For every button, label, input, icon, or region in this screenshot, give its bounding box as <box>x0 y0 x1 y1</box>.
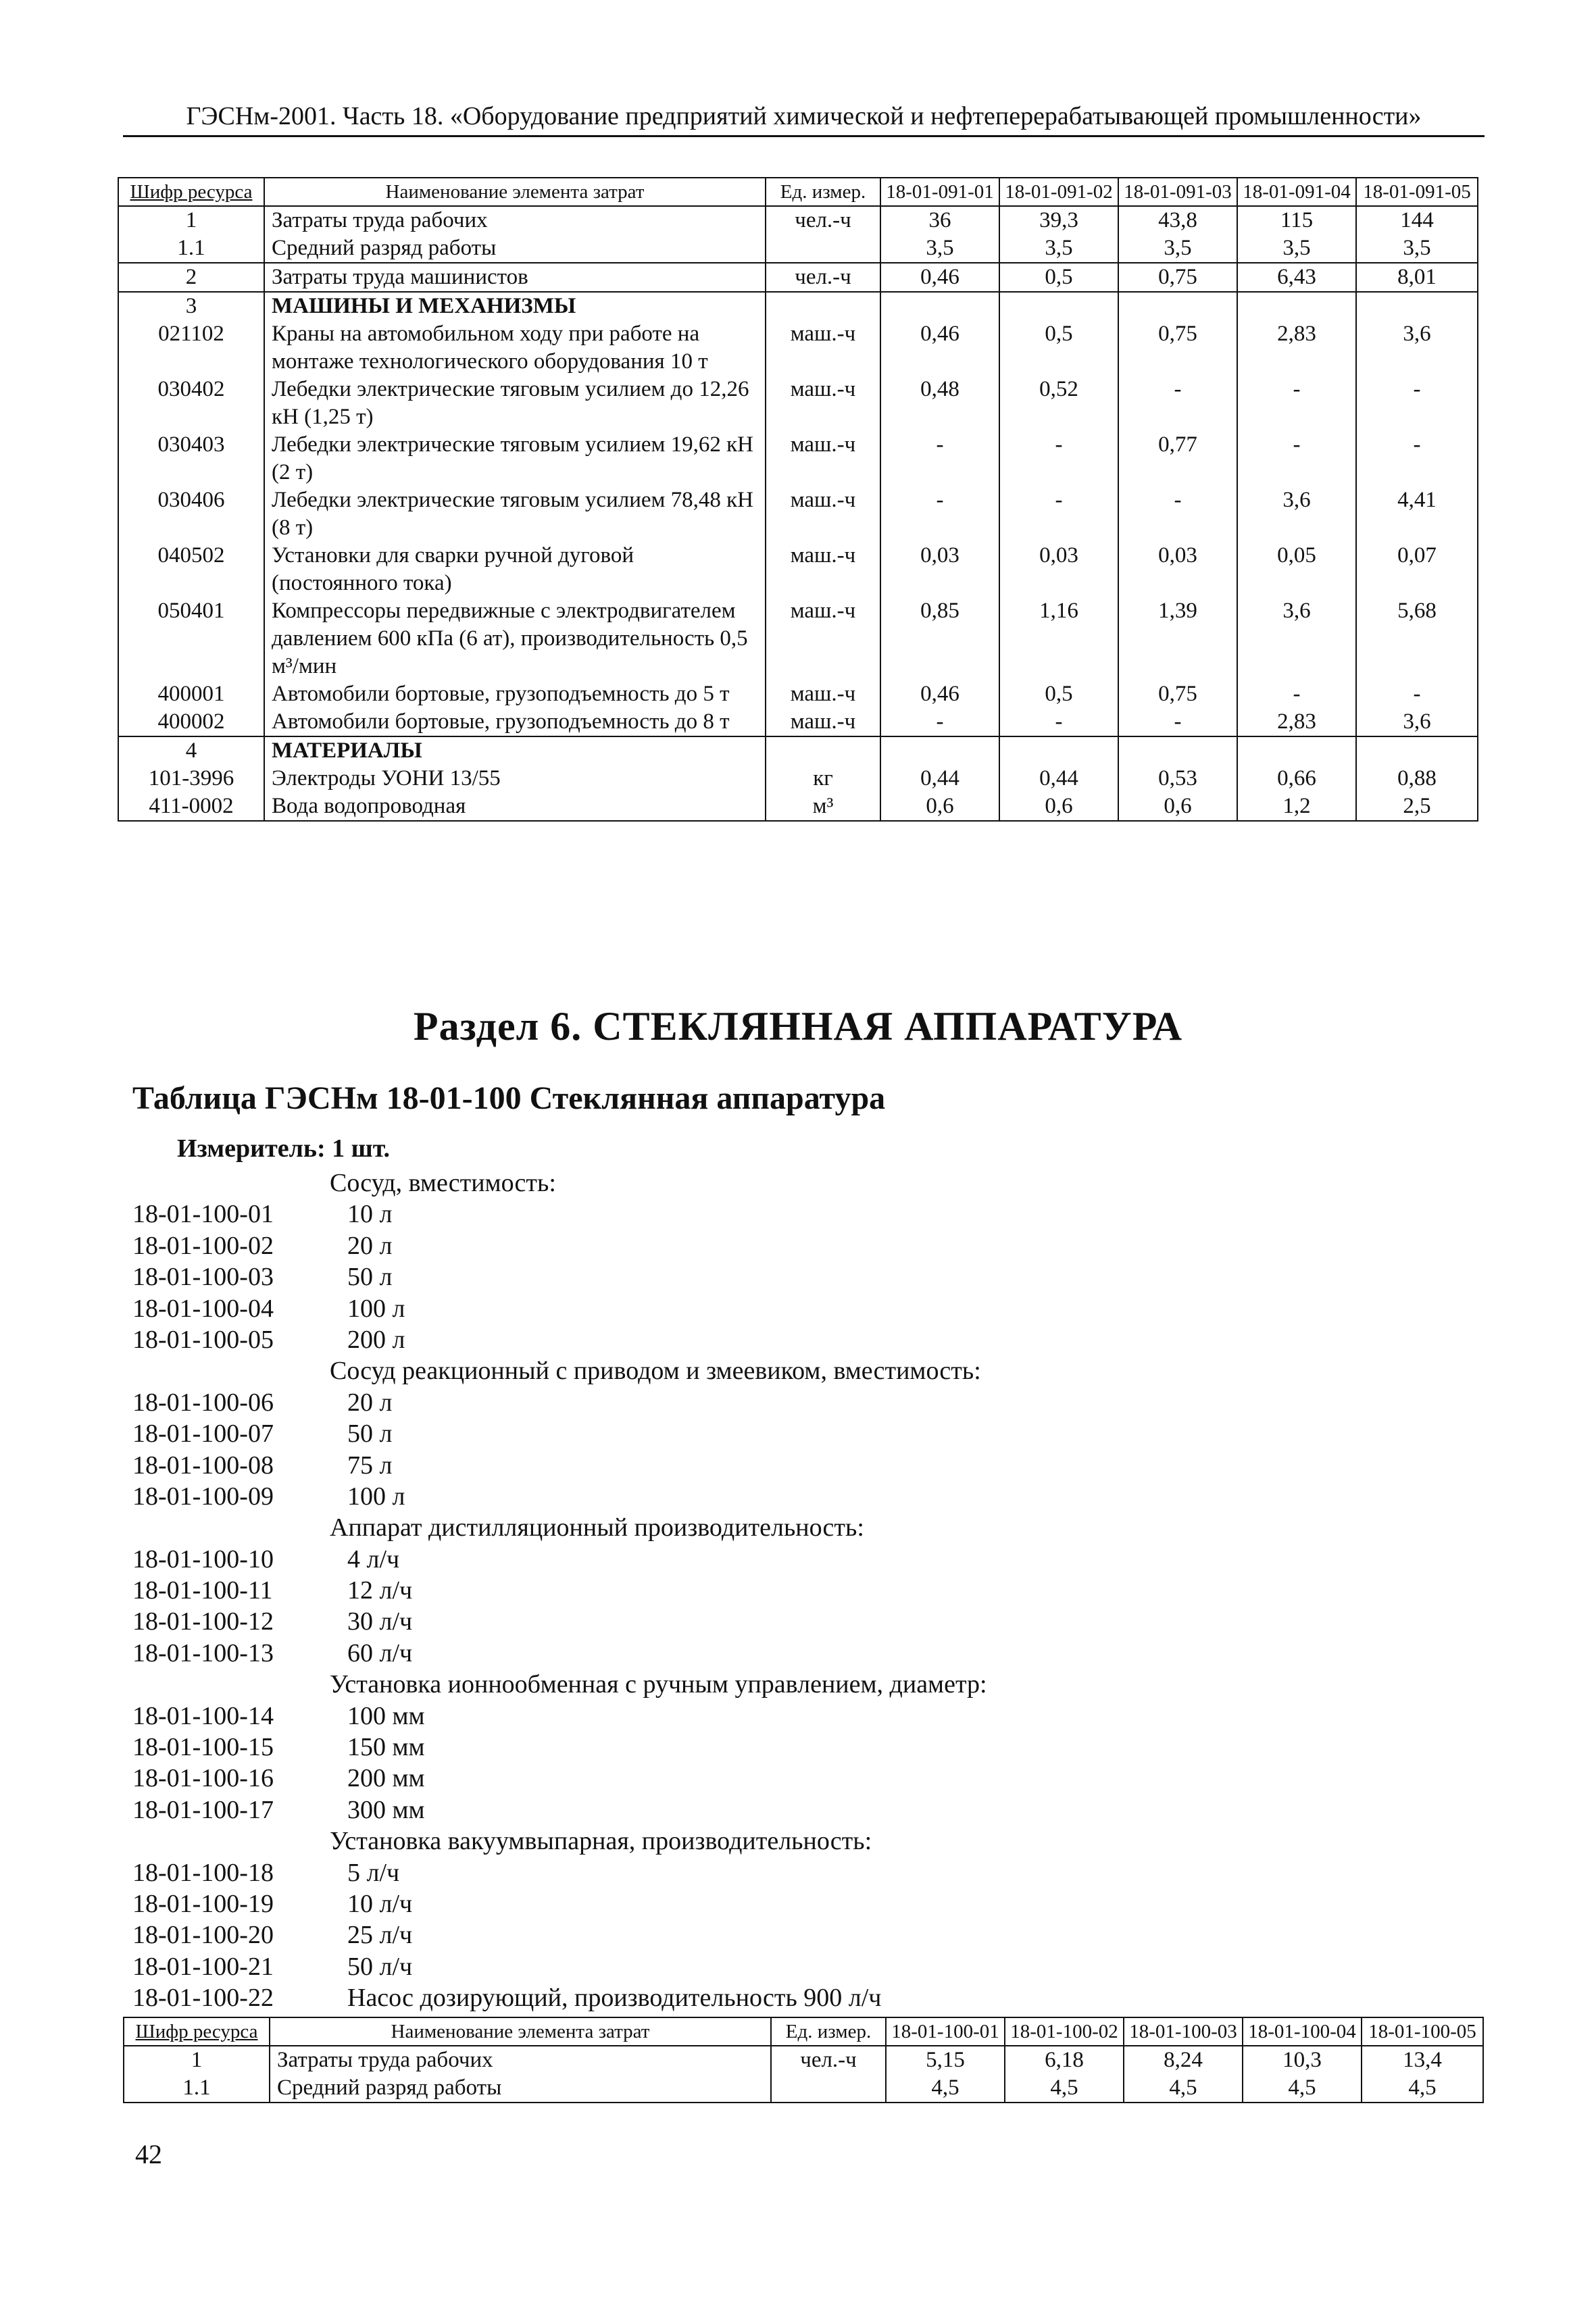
header-col: 18-01-100-03 <box>1124 2017 1243 2046</box>
norm-value: 100 л <box>347 1294 405 1323</box>
value-cell: 6,43 <box>1237 263 1356 292</box>
resource-code-cell: 021102 <box>118 320 264 376</box>
value-cell: 4,5 <box>1124 2074 1243 2103</box>
table-title: Таблица ГЭСНм 18-01-100 Стеклянная аппаратура <box>132 1080 886 1116</box>
table-row <box>118 376 1478 431</box>
unit-cell: чел.-ч <box>771 2046 886 2074</box>
norm-code: 18-01-100-07 <box>132 1419 274 1449</box>
norm-code: 18-01-100-16 <box>132 1764 274 1793</box>
value-cell: 4,5 <box>1005 2074 1124 2103</box>
norm-value: Насос дозирующий, производительность 900 л/ч <box>347 1984 882 2013</box>
resource-name-cell: Автомобили бортовые, грузоподъемность до 5 т <box>264 680 766 708</box>
value-cell: 3,5 <box>999 234 1118 263</box>
value-cell: 1,2 <box>1237 793 1356 821</box>
norm-code: 18-01-100-08 <box>132 1451 274 1480</box>
value-cell: 0,77 <box>1118 431 1237 486</box>
header-col: 18-01-091-05 <box>1356 178 1478 206</box>
resource-name-cell: Краны на автомобильном ходу при работе на монтаже технологического оборудования 10 т <box>264 320 766 376</box>
value-cell <box>1356 292 1478 320</box>
page-number: 42 <box>135 2139 162 2169</box>
norm-code: 18-01-100-20 <box>132 1921 274 1950</box>
table-row <box>118 263 1478 292</box>
value-cell: - <box>1118 486 1237 542</box>
value-cell: - <box>880 708 999 736</box>
header-code: Шифр ресурса <box>124 2017 270 2046</box>
value-cell: 0,44 <box>880 765 999 793</box>
value-cell: 2,83 <box>1237 320 1356 376</box>
norm-code: 18-01-100-04 <box>132 1294 274 1323</box>
norm-value: 300 мм <box>347 1795 425 1824</box>
table-row <box>118 680 1478 708</box>
value-cell: - <box>1356 376 1478 431</box>
value-cell: 0,6 <box>1118 793 1237 821</box>
header-col: 18-01-091-02 <box>999 178 1118 206</box>
unit-cell: маш.-ч <box>766 486 880 542</box>
value-cell: 2,5 <box>1356 793 1478 821</box>
group-heading: Аппарат дистилляционный производительность: <box>330 1513 864 1542</box>
group-heading: Установка ионнообменная с ручным управлением, диаметр: <box>330 1670 987 1699</box>
value-cell: 0,6 <box>880 793 999 821</box>
value-cell: 4,5 <box>886 2074 1005 2103</box>
norm-value: 200 мм <box>347 1764 425 1793</box>
group-heading: Сосуд реакционный с приводом и змеевиком, вместимость: <box>330 1357 981 1386</box>
norm-code: 18-01-100-10 <box>132 1544 274 1574</box>
unit-cell: маш.-ч <box>766 708 880 736</box>
resource-code-cell: 040502 <box>118 542 264 597</box>
table-row <box>118 765 1478 793</box>
unit-cell: маш.-ч <box>766 376 880 431</box>
norm-value: 100 мм <box>347 1701 425 1730</box>
norm-code: 18-01-100-13 <box>132 1638 274 1667</box>
resource-name-cell: Средний разряд работы <box>270 2074 771 2103</box>
norm-code: 18-01-100-11 <box>132 1576 273 1605</box>
table-header-row <box>124 2017 1483 2046</box>
norm-code: 18-01-100-18 <box>132 1858 274 1887</box>
resource-code-cell: 2 <box>118 263 264 292</box>
value-cell: - <box>880 486 999 542</box>
header-col: 18-01-091-01 <box>880 178 999 206</box>
value-cell: 0,75 <box>1118 320 1237 376</box>
resource-code-cell: 1 <box>118 206 264 234</box>
norm-value: 25 л/ч <box>347 1921 413 1950</box>
table-row <box>118 320 1478 376</box>
resource-code-cell: 030402 <box>118 376 264 431</box>
value-cell: - <box>880 431 999 486</box>
value-cell: 0,07 <box>1356 542 1478 597</box>
table-body <box>124 2046 1483 2103</box>
norm-code: 18-01-100-14 <box>132 1701 274 1730</box>
value-cell: 0,75 <box>1118 680 1237 708</box>
value-cell: 3,6 <box>1356 708 1478 736</box>
value-cell: 4,5 <box>1362 2074 1483 2103</box>
value-cell: 43,8 <box>1118 206 1237 234</box>
header-unit: Ед. измер. <box>766 178 880 206</box>
value-cell: - <box>1237 431 1356 486</box>
table-row <box>118 708 1478 736</box>
header-col: 18-01-091-03 <box>1118 178 1237 206</box>
value-cell: 3,5 <box>880 234 999 263</box>
value-cell: 8,01 <box>1356 263 1478 292</box>
value-cell: 0,46 <box>880 320 999 376</box>
resource-name-cell: Средний разряд работы <box>264 234 766 263</box>
value-cell: 0,6 <box>999 793 1118 821</box>
value-cell <box>1237 292 1356 320</box>
norm-value: 30 л/ч <box>347 1607 413 1636</box>
group-heading: Сосуд, вместимость: <box>330 1169 556 1197</box>
value-cell: 0,46 <box>880 263 999 292</box>
page-header: ГЭСНм-2001. Часть 18. «Оборудование предприятий химической и нефтеперерабатывающей промышленности» <box>123 101 1485 137</box>
meter-label: Измеритель: 1 шт. <box>177 1134 391 1163</box>
norm-code: 18-01-100-15 <box>132 1733 274 1762</box>
value-cell: 0,46 <box>880 680 999 708</box>
resource-name-cell: Затраты труда рабочих <box>270 2046 771 2074</box>
unit-cell: маш.-ч <box>766 680 880 708</box>
value-cell: - <box>1118 376 1237 431</box>
norm-code: 18-01-100-17 <box>132 1795 274 1824</box>
resource-code-cell: 030406 <box>118 486 264 542</box>
value-cell: 0,5 <box>999 320 1118 376</box>
resource-name-cell: Автомобили бортовые, грузоподъемность до 8 т <box>264 708 766 736</box>
norm-value: 10 л <box>347 1200 393 1229</box>
value-cell: - <box>1356 431 1478 486</box>
table-row <box>118 234 1478 263</box>
resource-name-cell: Вода водопроводная <box>264 793 766 821</box>
value-cell: 3,6 <box>1356 320 1478 376</box>
value-cell <box>1118 292 1237 320</box>
norm-value: 10 л/ч <box>347 1889 413 1918</box>
value-cell: 0,48 <box>880 376 999 431</box>
value-cell <box>1237 736 1356 765</box>
resource-code-cell: 3 <box>118 292 264 320</box>
norm-value: 20 л <box>347 1231 393 1260</box>
value-cell: 39,3 <box>999 206 1118 234</box>
table-row <box>118 292 1478 320</box>
value-cell <box>1356 736 1478 765</box>
value-cell: 0,5 <box>999 263 1118 292</box>
unit-cell: м³ <box>766 793 880 821</box>
table-row <box>118 206 1478 234</box>
header-col: 18-01-091-04 <box>1237 178 1356 206</box>
value-cell: 13,4 <box>1362 2046 1483 2074</box>
norm-value: 4 л/ч <box>347 1544 400 1574</box>
value-cell: 5,15 <box>886 2046 1005 2074</box>
value-cell: 0,52 <box>999 376 1118 431</box>
value-cell: - <box>999 708 1118 736</box>
norm-value: 150 мм <box>347 1733 425 1762</box>
value-cell: 2,83 <box>1237 708 1356 736</box>
unit-cell: чел.-ч <box>766 206 880 234</box>
unit-cell <box>766 234 880 263</box>
group-heading: Установка вакуумвыпарная, производительность: <box>330 1827 872 1856</box>
norm-value: 20 л <box>347 1388 393 1417</box>
resource-code-cell: 4 <box>118 736 264 765</box>
value-cell: 0,44 <box>999 765 1118 793</box>
resource-code-cell: 1 <box>124 2046 270 2074</box>
resource-table-091 <box>118 177 1478 822</box>
value-cell: 0,03 <box>1118 542 1237 597</box>
value-cell: 3,6 <box>1237 486 1356 542</box>
value-cell: 0,03 <box>999 542 1118 597</box>
table-row <box>124 2074 1483 2103</box>
norm-value: 200 л <box>347 1325 405 1354</box>
value-cell: 8,24 <box>1124 2046 1243 2074</box>
norm-code: 18-01-100-02 <box>132 1231 274 1260</box>
value-cell <box>880 736 999 765</box>
norm-code: 18-01-100-03 <box>132 1263 274 1292</box>
value-cell: 5,68 <box>1356 597 1478 680</box>
header-code: Шифр ресурса <box>118 178 264 206</box>
resource-name-cell: Лебедки электрические тяговым усилием до 12,26 кН (1,25 т) <box>264 376 766 431</box>
resource-code-cell: 030403 <box>118 431 264 486</box>
value-cell: 0,53 <box>1118 765 1237 793</box>
header-col: 18-01-100-05 <box>1362 2017 1483 2046</box>
header-unit: Ед. измер. <box>771 2017 886 2046</box>
norm-code: 18-01-100-01 <box>132 1200 274 1229</box>
value-cell: 3,5 <box>1356 234 1478 263</box>
table-row <box>118 486 1478 542</box>
value-cell: 0,85 <box>880 597 999 680</box>
value-cell: - <box>1237 376 1356 431</box>
unit-cell <box>771 2074 886 2103</box>
resource-name-cell: Затраты труда рабочих <box>264 206 766 234</box>
value-cell: 3,5 <box>1118 234 1237 263</box>
norm-code: 18-01-100-06 <box>132 1388 274 1417</box>
value-cell: - <box>1118 708 1237 736</box>
table-row <box>118 736 1478 765</box>
table-row <box>124 2046 1483 2074</box>
resource-name-cell: МАТЕРИАЛЫ <box>264 736 766 765</box>
value-cell: 144 <box>1356 206 1478 234</box>
header-name: Наименование элемента затрат <box>264 178 766 206</box>
unit-cell <box>766 736 880 765</box>
norm-value: 5 л/ч <box>347 1858 400 1887</box>
value-cell <box>999 736 1118 765</box>
value-cell: 0,05 <box>1237 542 1356 597</box>
table-row <box>118 597 1478 680</box>
unit-cell: кг <box>766 765 880 793</box>
norm-code: 18-01-100-19 <box>132 1889 274 1918</box>
resource-code-cell: 1.1 <box>118 234 264 263</box>
norm-value: 50 л/ч <box>347 1952 413 1981</box>
value-cell <box>1118 736 1237 765</box>
value-cell <box>999 292 1118 320</box>
resource-name-cell: Компрессоры передвижные с электродвигателем давлением 600 кПа (6 ат), производительность 0,5 м³/мин <box>264 597 766 680</box>
resource-code-cell: 101-3996 <box>118 765 264 793</box>
table-header-row <box>118 178 1478 206</box>
value-cell: 6,18 <box>1005 2046 1124 2074</box>
value-cell: 1,16 <box>999 597 1118 680</box>
norm-code: 18-01-100-05 <box>132 1325 274 1354</box>
table-body <box>118 206 1478 821</box>
resource-code-cell: 050401 <box>118 597 264 680</box>
norm-code: 18-01-100-12 <box>132 1607 274 1636</box>
header-col: 18-01-100-01 <box>886 2017 1005 2046</box>
unit-cell: маш.-ч <box>766 597 880 680</box>
table-row <box>118 431 1478 486</box>
norm-code: 18-01-100-21 <box>132 1952 274 1981</box>
value-cell: 0,03 <box>880 542 999 597</box>
resource-name-cell: Затраты труда машинистов <box>264 263 766 292</box>
norm-value: 12 л/ч <box>347 1576 413 1605</box>
value-cell: 3,6 <box>1237 597 1356 680</box>
resource-code-cell: 1.1 <box>124 2074 270 2103</box>
value-cell: 4,41 <box>1356 486 1478 542</box>
resource-name-cell: Лебедки электрические тяговым усилием 78,48 кН (8 т) <box>264 486 766 542</box>
value-cell <box>880 292 999 320</box>
resource-name-cell: Лебедки электрические тяговым усилием 19,62 кН (2 т) <box>264 431 766 486</box>
header-col: 18-01-100-04 <box>1243 2017 1362 2046</box>
unit-cell: маш.-ч <box>766 431 880 486</box>
table-row <box>118 793 1478 821</box>
norm-value: 50 л <box>347 1419 393 1449</box>
unit-cell: чел.-ч <box>766 263 880 292</box>
value-cell: - <box>1237 680 1356 708</box>
norm-value: 75 л <box>347 1451 393 1480</box>
norm-value: 60 л/ч <box>347 1638 413 1667</box>
value-cell: 1,39 <box>1118 597 1237 680</box>
norm-value: 100 л <box>347 1482 405 1511</box>
resource-code-cell: 411-0002 <box>118 793 264 821</box>
resource-name-cell: МАШИНЫ И МЕХАНИЗМЫ <box>264 292 766 320</box>
value-cell: 4,5 <box>1243 2074 1362 2103</box>
value-cell: 36 <box>880 206 999 234</box>
unit-cell <box>766 292 880 320</box>
value-cell: 0,88 <box>1356 765 1478 793</box>
resource-table-100 <box>123 2017 1484 2103</box>
value-cell: 0,5 <box>999 680 1118 708</box>
norm-value: 50 л <box>347 1263 393 1292</box>
value-cell: 3,5 <box>1237 234 1356 263</box>
value-cell: - <box>999 486 1118 542</box>
resource-code-cell: 400001 <box>118 680 264 708</box>
value-cell: 0,75 <box>1118 263 1237 292</box>
resource-code-cell: 400002 <box>118 708 264 736</box>
header-name: Наименование элемента затрат <box>270 2017 771 2046</box>
table-row <box>118 542 1478 597</box>
resource-name-cell: Электроды УОНИ 13/55 <box>264 765 766 793</box>
value-cell: 115 <box>1237 206 1356 234</box>
norm-code: 18-01-100-09 <box>132 1482 274 1511</box>
unit-cell: маш.-ч <box>766 320 880 376</box>
value-cell: 0,66 <box>1237 765 1356 793</box>
norm-code: 18-01-100-22 <box>132 1984 274 2013</box>
value-cell: - <box>1356 680 1478 708</box>
value-cell: - <box>999 431 1118 486</box>
section-title: Раздел 6. СТЕКЛЯННАЯ АППАРАТУРА <box>413 1004 1183 1049</box>
resource-name-cell: Установки для сварки ручной дуговой (постоянного тока) <box>264 542 766 597</box>
header-col: 18-01-100-02 <box>1005 2017 1124 2046</box>
value-cell: 10,3 <box>1243 2046 1362 2074</box>
unit-cell: маш.-ч <box>766 542 880 597</box>
